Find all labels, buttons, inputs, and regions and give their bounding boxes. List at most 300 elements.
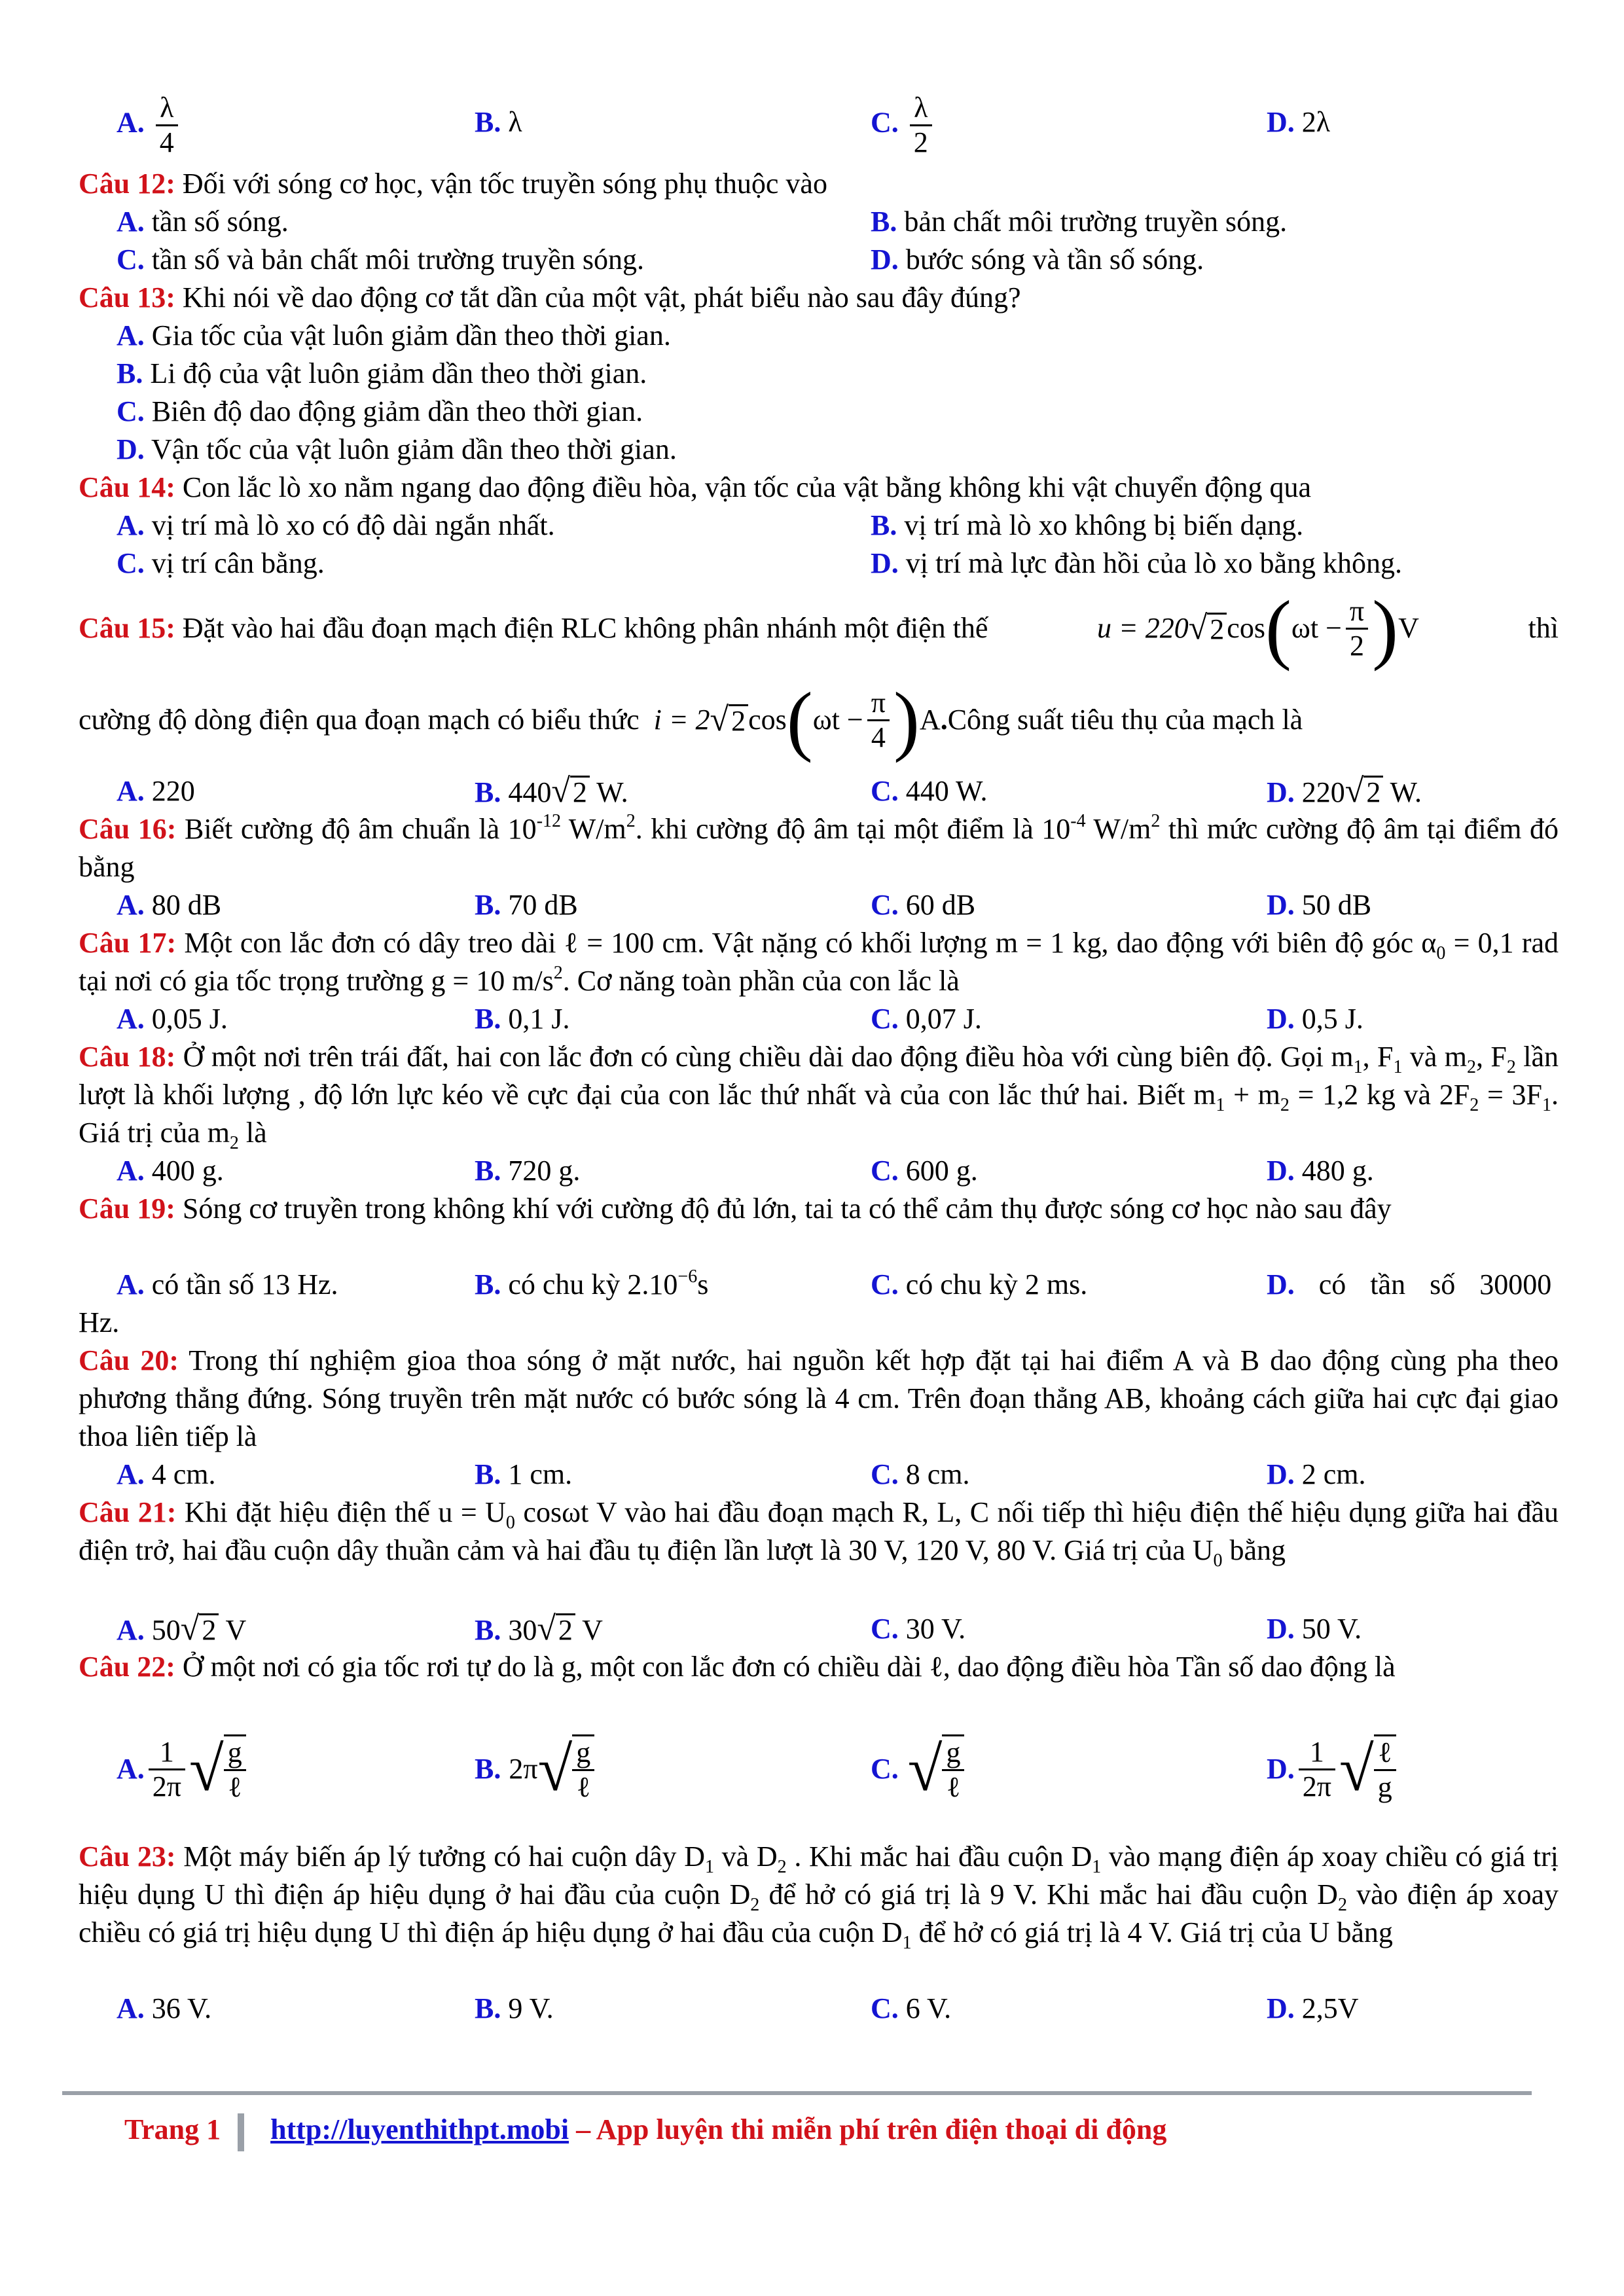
option-text: 720 g.: [501, 1155, 581, 1187]
option-label: C.: [871, 1992, 899, 2024]
option-label: A.: [117, 1992, 145, 2024]
q20-option-d: [1267, 1456, 1366, 1494]
q23-option-b: [475, 1990, 554, 2028]
option-label: C.: [871, 1753, 899, 1785]
q20-option-c: [871, 1456, 970, 1494]
numerator: g: [576, 1736, 591, 1768]
option-text: 80 dB: [144, 889, 222, 921]
equation-text: cos: [748, 704, 787, 736]
question-text: thì: [1528, 612, 1559, 644]
unit: A: [919, 704, 941, 736]
numerator: 1: [1309, 1735, 1324, 1768]
option-text: Vận tốc của vật luôn giảm dần theo thời gian.: [144, 433, 677, 465]
page-number: Trang 1: [124, 2113, 221, 2145]
option-label: B.: [475, 1155, 501, 1187]
numerator: g: [946, 1736, 961, 1768]
question-text: là: [238, 1117, 267, 1149]
option-text: 60 dB: [898, 889, 976, 921]
equation-text: .: [940, 704, 948, 736]
radicand: 2: [1207, 613, 1227, 645]
q13-option-d: [117, 431, 677, 469]
option-label: C.: [117, 395, 145, 427]
question-text: cosωt V vào hai đầu đoạn mạch R, L, C nối tiếp thì hiệu điện thế hiệu dụng giữa hai đầu điện trở, hai đầu cuộn dây thuần cảm và hai đầu tụ điện lần lượt là 30 V, 120 V, 80 V. Giá trị của U: [79, 1496, 1559, 1566]
option-label: C.: [871, 1155, 899, 1187]
question-text: Khi đặt hiệu điện thế u = U: [176, 1496, 506, 1528]
option-label: B.: [475, 1458, 501, 1490]
option-label: C.: [117, 547, 145, 579]
option-label: A.: [117, 106, 145, 139]
question-label: Câu 21:: [79, 1496, 177, 1528]
option-text: Gia tốc của vật luôn giảm dần theo thời gian.: [144, 319, 671, 351]
question-label: Câu 14:: [79, 471, 175, 503]
option-text: Hz.: [79, 1306, 120, 1338]
exponent: -4: [1070, 811, 1086, 831]
q16-stem: [79, 810, 1559, 886]
q15-option-c: [871, 772, 987, 810]
option-label: B.: [475, 1614, 501, 1646]
option-label: C.: [871, 889, 899, 921]
subscript: 1: [1092, 1857, 1102, 1877]
q12-option-b: [871, 203, 1287, 241]
q15-option-d: [1267, 772, 1422, 812]
option-label: B.: [475, 106, 501, 138]
q18-option-d: [1267, 1152, 1374, 1190]
radicand: 2: [556, 1613, 575, 1645]
question-text: Đặt vào hai đầu đoạn mạch điện RLC không phân nhánh một điện thế: [175, 612, 988, 644]
question-text: lần lượt là khối lượng , độ lớn lực kéo về cực đại của con lắc thứ nhất và của con lắc thứ hai. Biết m: [79, 1041, 1559, 1111]
footer-tagline: – App luyện thi miễn phí trên điện thoại di động: [569, 2113, 1167, 2145]
q21-option-c: [871, 1610, 965, 1648]
fraction: [867, 687, 890, 754]
left-paren: (: [1265, 584, 1291, 672]
equation-text: cos: [1227, 612, 1265, 644]
question-label: Câu 22:: [79, 1651, 175, 1683]
question-text: Ở một nơi trên trái đất, hai con lắc đơn có cùng chiều dài dao động điều hòa với cùng biên độ. Gọi m: [175, 1041, 1354, 1073]
option-label: B.: [475, 1753, 501, 1785]
q19-option-a: [117, 1266, 338, 1304]
exponent: 2: [1151, 811, 1161, 831]
q13-stem: [79, 279, 1559, 317]
question-text: bằng: [1222, 1534, 1286, 1566]
question-text: = 3F: [1479, 1079, 1542, 1111]
question-text: . Khi mắc hai đầu cuộn D: [786, 1840, 1092, 1873]
option-text: có chu kỳ 2.10: [501, 1268, 678, 1300]
question-text: vào điện áp xoay chiều có giá trị hiệu dụng U thì điện áp hiệu dụng ở hai đầu của cuộn D: [79, 1878, 1559, 1948]
subscript: 1: [1542, 1095, 1551, 1115]
question-text: + m: [1225, 1079, 1280, 1111]
denominator: ℓ: [572, 1769, 594, 1804]
question-label: Câu 16:: [79, 813, 177, 845]
subscript: 2: [750, 1895, 760, 1915]
option-label: B.: [117, 357, 143, 389]
option-text: V: [575, 1614, 603, 1646]
denominator: 2: [1346, 628, 1368, 662]
option-text: tần số sóng.: [144, 206, 289, 238]
q23-option-a: [117, 1990, 211, 2028]
question-text: và m: [1402, 1041, 1467, 1073]
q14-option-d: [871, 545, 1402, 583]
option-text: 600 g.: [898, 1155, 978, 1187]
question-text: Sóng cơ truyền trong không khí với cường độ đủ lớn, tai ta có thể cảm thụ được sóng cơ học nào sau đây: [175, 1193, 1392, 1225]
option-text: W.: [589, 776, 628, 808]
q18-stem: [79, 1038, 1559, 1152]
q11-option-d: [1267, 103, 1330, 141]
radicand: 2: [1363, 776, 1383, 808]
q22-option-b: [475, 1734, 598, 1804]
option-text: Li độ của vật luôn giảm dần theo thời gian.: [143, 357, 647, 389]
q23-stem: [79, 1838, 1559, 1952]
question-text: để hở có giá trị là 4 V. Giá trị của U bằng: [911, 1916, 1393, 1948]
question-text: . Cơ năng toàn phần của con lắc là: [562, 965, 960, 997]
q15-stem-line2: [79, 676, 1559, 763]
question-text: Một máy biến áp lý tưởng có hai cuộn dây D: [175, 1840, 706, 1873]
option-text: vị trí mà lò xo không bị biến dạng.: [897, 509, 1304, 541]
option-text: có chu kỳ 2 ms.: [898, 1268, 1088, 1300]
option-text: 440 W.: [898, 775, 988, 807]
option-label: A.: [117, 319, 145, 351]
equation-text: u = 220: [1097, 612, 1189, 644]
option-label: A.: [117, 775, 145, 807]
option-text: Biên độ dao động giảm dần theo thời gian.: [144, 395, 643, 427]
question-text: vào mạng điện áp xoay chiều có giá trị hiệu dụng U thì điện áp hiệu dụng ở hai đầu của cuộn D: [79, 1840, 1559, 1910]
option-label: D.: [1267, 1268, 1295, 1300]
option-text: 70 dB: [501, 889, 578, 921]
option-label: A.: [117, 1458, 145, 1490]
sqrt-sign: √: [1339, 1734, 1374, 1804]
q14-option-a: [117, 507, 555, 545]
question-text: , F: [1475, 1041, 1507, 1073]
sqrt-fraction: [572, 1734, 594, 1804]
q12-option-d: [871, 241, 1204, 279]
subscript: 1: [1353, 1057, 1363, 1077]
question-label: Câu 23:: [79, 1840, 176, 1873]
subscript: 0: [505, 1513, 515, 1533]
q22-option-d: [1267, 1734, 1400, 1804]
q20-option-a: [117, 1456, 216, 1494]
subscript: 2: [1470, 1095, 1479, 1115]
question-text: . khi cường độ âm tại một điểm là 10: [635, 813, 1071, 845]
numerator: ℓ: [1378, 1736, 1392, 1768]
question-label: Câu 12:: [79, 168, 175, 200]
q12-option-a: [117, 203, 289, 241]
q13-option-c: [117, 393, 643, 431]
q17-option-c: [871, 1000, 982, 1038]
q17-option-d: [1267, 1000, 1363, 1038]
subscript: 1: [1393, 1057, 1403, 1077]
footer-divider: [62, 2091, 1532, 2095]
option-label: B.: [475, 776, 501, 808]
q19-option-d: [1267, 1266, 1551, 1304]
denominator: g: [1374, 1769, 1396, 1804]
option-label: B.: [871, 206, 897, 238]
q23-option-d: [1267, 1990, 1359, 2028]
numerator: λ: [914, 92, 928, 124]
question-label: Câu 20:: [79, 1344, 179, 1376]
sqrt-sign: √: [537, 1734, 573, 1804]
sqrt-sign: √: [551, 772, 570, 810]
sqrt-fraction: [942, 1734, 964, 1804]
option-text: s: [697, 1268, 709, 1300]
denominator: ℓ: [942, 1769, 964, 1804]
option-text: bước sóng và tần số sóng.: [898, 243, 1204, 276]
numerator: π: [1349, 594, 1365, 627]
subscript: 1: [902, 1933, 912, 1953]
option-text: vị trí mà lực đàn hồi của lò xo bằng không.: [898, 547, 1403, 579]
exponent: −6: [677, 1266, 698, 1287]
subscript: 2: [229, 1133, 239, 1153]
option-label: D.: [117, 433, 145, 465]
q21-option-b: [475, 1610, 603, 1649]
voltage-equation: [1097, 584, 1419, 672]
option-text: 0,1 J.: [501, 1003, 570, 1035]
sqrt-sign: √: [1344, 772, 1364, 810]
option-text: bản chất môi trường truyền sóng.: [897, 206, 1288, 238]
question-label: Câu 13:: [79, 281, 175, 314]
q22-option-c: [871, 1734, 968, 1804]
denominator: 2π: [149, 1768, 185, 1803]
option-text: 2λ: [1301, 106, 1331, 138]
q22-stem: [79, 1648, 1559, 1686]
question-text: thì mức cường độ âm tại điểm đó bằng: [79, 813, 1559, 883]
current-equation: [653, 676, 948, 763]
option-text: 4 cm.: [144, 1458, 216, 1490]
q19-option-d-wrap: [79, 1304, 119, 1342]
q21-option-a: [117, 1610, 246, 1649]
option-label: B.: [475, 1003, 501, 1035]
option-label: D.: [1267, 1753, 1295, 1785]
question-label: Câu 18:: [79, 1041, 176, 1073]
question-text: Ở một nơi có gia tốc rơi tự do là g, một con lắc đơn có chiều dài ℓ, dao động điều hòa Tần số dao động là: [175, 1651, 1396, 1683]
question-text: Khi nói về dao động cơ tắt dần của một vật, phát biểu nào sau đây đúng?: [175, 281, 1021, 314]
question-text: W/m: [1085, 813, 1151, 845]
option-label: A.: [117, 1268, 145, 1300]
denominator: 4: [867, 719, 890, 754]
q12-option-c: [117, 241, 644, 279]
option-text: có tần số 30000: [1294, 1268, 1552, 1300]
option-label: C.: [117, 243, 145, 276]
question-label: Câu 15:: [79, 612, 175, 644]
option-label: A.: [117, 1003, 145, 1035]
option-label: D.: [1267, 1003, 1295, 1035]
question-label: Câu 17:: [79, 927, 177, 959]
exponent: 2: [626, 811, 636, 831]
radicand: 2: [570, 776, 590, 808]
option-label: D.: [1267, 1992, 1295, 2024]
question-text: = 0,1 rad tại nơi có gia tốc trọng trường g = 10 m/s: [79, 927, 1559, 997]
option-label: D.: [1267, 889, 1295, 921]
q20-option-b: [475, 1456, 572, 1494]
q20-stem: [79, 1342, 1559, 1456]
option-label: D.: [871, 547, 899, 579]
option-label: C.: [871, 1268, 899, 1300]
sqrt-sign: √: [1188, 609, 1208, 647]
q14-option-c: [117, 545, 325, 583]
option-text: 480 g.: [1294, 1155, 1374, 1187]
left-paren: (: [786, 676, 813, 763]
option-label: A.: [117, 206, 145, 238]
sqrt-sign: √: [180, 1610, 200, 1647]
fraction: [910, 92, 932, 159]
subscript: 1: [705, 1857, 715, 1877]
question-text: Đối với sóng cơ học, vận tốc truyền sóng phụ thuộc vào: [175, 168, 827, 200]
denominator: ℓ: [224, 1769, 246, 1804]
denominator: 2: [910, 124, 932, 159]
subscript: 0: [1213, 1551, 1223, 1571]
q11-option-a: [117, 92, 182, 159]
option-text: vị trí mà lò xo có độ dài ngắn nhất.: [144, 509, 555, 541]
q16-option-a: [117, 886, 221, 924]
option-label: D.: [1267, 776, 1295, 808]
fraction: [1346, 595, 1368, 662]
question-label: Câu 19:: [79, 1193, 175, 1225]
option-label: C.: [871, 1613, 899, 1645]
option-text: 6 V.: [898, 1992, 952, 2024]
q17-stem: [79, 924, 1559, 1000]
question-text: Biết cường độ âm chuẩn là 10: [176, 813, 537, 845]
q16-option-d: [1267, 886, 1371, 924]
subscript: 2: [1337, 1895, 1347, 1915]
numerator: g: [227, 1736, 242, 1768]
question-text: Con lắc lò xo nằm ngang dao động điều hòa, vận tốc của vật bằng không khi vật chuyển động qua: [175, 471, 1312, 503]
right-paren: ): [893, 676, 920, 763]
option-text: 30: [501, 1614, 537, 1646]
q14-stem: [79, 469, 1559, 507]
radicand: 2: [729, 704, 748, 736]
option-text: 220: [1294, 776, 1345, 808]
option-label: C.: [871, 1458, 899, 1490]
q13-option-b: [117, 355, 647, 393]
option-label: C.: [871, 775, 899, 807]
option-label: D.: [1267, 1613, 1295, 1645]
option-text: 2π: [509, 1753, 538, 1785]
option-text: W.: [1383, 776, 1422, 808]
question-text: , F: [1362, 1041, 1394, 1073]
exponent: -12: [536, 811, 562, 831]
numerator: λ: [160, 92, 174, 124]
option-label: A.: [117, 1614, 145, 1646]
question-text: = 1,2 kg và 2F: [1289, 1079, 1470, 1111]
q18-option-b: [475, 1152, 580, 1190]
option-label: D.: [871, 243, 899, 276]
q22-option-a: [117, 1734, 250, 1804]
subscript: 2: [777, 1857, 787, 1877]
option-text: 50 dB: [1294, 889, 1372, 921]
sqrt-sign: √: [710, 701, 729, 738]
q14-option-b: [871, 507, 1303, 545]
option-label: D.: [1267, 1458, 1295, 1490]
option-text: 0,05 J.: [144, 1003, 228, 1035]
option-label: B.: [475, 1992, 501, 2024]
radicand: 2: [199, 1613, 219, 1645]
sqrt-sign: √: [189, 1734, 224, 1804]
option-text: 2,5V: [1294, 1992, 1359, 2024]
subscript: 0: [1436, 943, 1446, 963]
option-text: 8 cm.: [898, 1458, 970, 1490]
q11-option-c: [871, 92, 936, 159]
fraction: [149, 1736, 185, 1803]
unit: V: [1398, 612, 1419, 644]
question-text: Trong thí nghiệm gioa thoa sóng ở mặt nước, hai nguồn kết hợp đặt tại hai điểm A và B dao động cùng pha theo phương thẳng đứng. Sóng truyền trên mặt nước có bước sóng là 4 cm. Trên đoạn thẳng AB, khoảng cách giữa hai cực đại giao thoa liên tiếp là: [79, 1344, 1559, 1452]
option-label: C.: [871, 106, 899, 139]
q19-option-b: [475, 1266, 708, 1304]
subscript: 1: [1216, 1095, 1225, 1115]
option-text: V: [219, 1614, 247, 1646]
q17-option-a: [117, 1000, 228, 1038]
q15-option-a: [117, 772, 195, 810]
denominator: 4: [156, 124, 178, 159]
option-text: có tần số 13 Hz.: [144, 1268, 338, 1300]
option-text: 0,5 J.: [1294, 1003, 1363, 1035]
option-text: 0,07 J.: [898, 1003, 982, 1035]
option-label: A.: [117, 1155, 145, 1187]
option-text: 9 V.: [501, 1992, 554, 2024]
question-text: để hở có giá trị là 9 V. Khi mắc hai đầu cuộn D: [759, 1878, 1338, 1910]
page-footer: [124, 2113, 1166, 2151]
option-label: D.: [1267, 106, 1295, 138]
q17-option-b: [475, 1000, 569, 1038]
q11-option-b: [475, 103, 522, 141]
question-text: cường độ dòng điện qua đoạn mạch có biểu thức: [79, 704, 640, 736]
footer-link[interactable]: http://luyenthithpt.mobi: [270, 2113, 569, 2145]
option-label: B.: [871, 509, 897, 541]
option-text: 36 V.: [144, 1992, 212, 2024]
option-text: λ: [508, 106, 522, 138]
exponent: 2: [553, 963, 563, 983]
option-text: 220: [144, 775, 195, 807]
q18-option-a: [117, 1152, 224, 1190]
option-label: C.: [871, 1003, 899, 1035]
numerator: π: [871, 686, 886, 719]
option-text: 440: [501, 776, 552, 808]
q19-stem: [79, 1190, 1559, 1228]
q23-option-c: [871, 1990, 951, 2028]
equation-text: i = 2: [653, 704, 710, 736]
q15-stem-line1: [79, 584, 1559, 672]
option-label: B.: [475, 1268, 501, 1300]
q15-option-b: [475, 772, 628, 812]
q19-option-c: [871, 1266, 1087, 1304]
equation-text: ωt −: [1291, 612, 1342, 644]
fraction: [156, 92, 178, 159]
fraction: [1299, 1736, 1335, 1803]
option-label: A.: [117, 1753, 145, 1785]
q21-option-d: [1267, 1610, 1362, 1648]
question-text: Một con lắc đơn có dây treo dài ℓ = 100 cm. Vật nặng có khối lượng m = 1 kg, dao động với biên độ góc α: [176, 927, 1437, 959]
question-text: và D: [714, 1840, 778, 1873]
option-text: 50: [144, 1614, 181, 1646]
sqrt-fraction: [1374, 1734, 1396, 1804]
q16-option-c: [871, 886, 975, 924]
q18-option-c: [871, 1152, 978, 1190]
q13-option-a: [117, 317, 671, 355]
question-text: Công suất tiêu thụ của mạch là: [947, 704, 1303, 736]
option-text: tần số và bản chất môi trường truyền sóng.: [144, 243, 644, 276]
option-text: 30 V.: [898, 1613, 966, 1645]
option-label: A.: [117, 509, 145, 541]
right-paren: ): [1372, 584, 1399, 672]
q21-stem: [79, 1494, 1559, 1570]
subscript: 2: [1506, 1057, 1516, 1077]
option-label: D.: [1267, 1155, 1295, 1187]
denominator: 2π: [1299, 1768, 1335, 1803]
footer-separator: [238, 2113, 244, 2151]
subscript: 2: [1466, 1057, 1476, 1077]
option-text: 1 cm.: [501, 1458, 573, 1490]
equation-text: ωt −: [812, 704, 863, 736]
q16-option-b: [475, 886, 578, 924]
question-text: W/m: [561, 813, 626, 845]
option-text: 2 cm.: [1294, 1458, 1366, 1490]
